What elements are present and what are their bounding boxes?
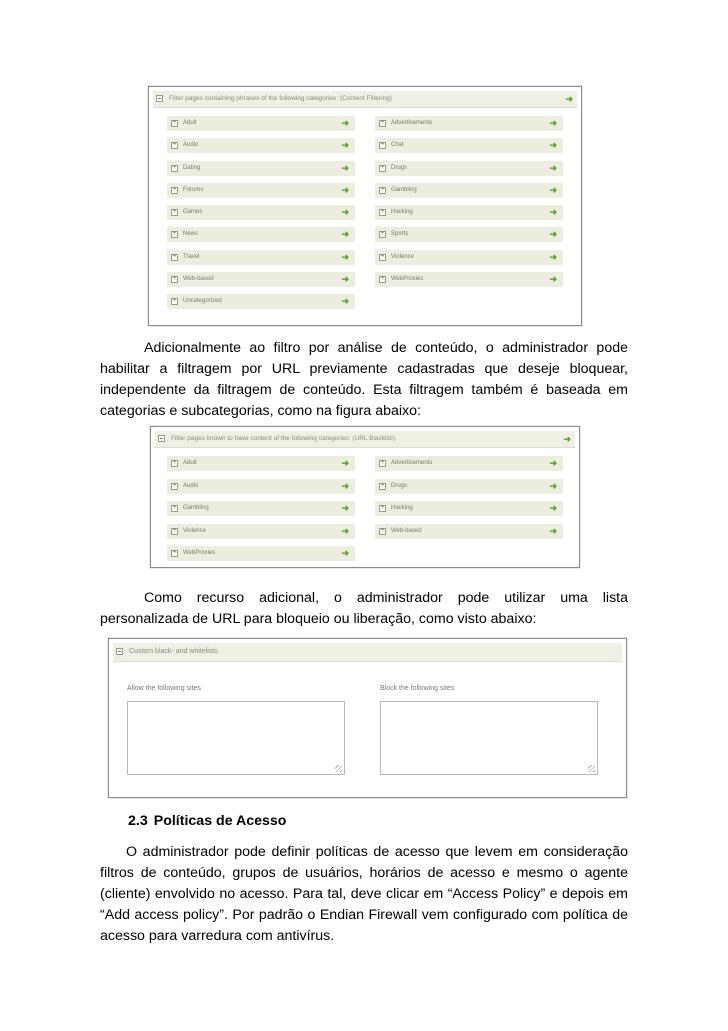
green-arrow-icon[interactable]: ➜	[549, 140, 557, 151]
plus-icon[interactable]: +	[380, 142, 385, 149]
plus-icon[interactable]: +	[380, 209, 385, 215]
plus-icon[interactable]: +	[380, 527, 385, 534]
category-item[interactable]	[375, 250, 563, 265]
section-number: 2.3	[128, 813, 148, 829]
green-arrow-icon[interactable]: ➜	[341, 548, 349, 558]
paragraph-access-policies: O administrador pode definir políticas de acesso que levem em consideração filtros de conteúdo, grupos de usuários, horários de acesso e mesmo o agente (cliente) envolvido no acesso. Para tal, deve clicar em “Access Policy” e depois em “Add access policy”. Por padrão o Endian Firewall vem configurado com política de acesso para varredura com antivírus.	[100, 844, 628, 944]
green-arrow-icon[interactable]: ➜	[341, 140, 349, 151]
section-heading	[128, 813, 286, 829]
paragraph-url-filter: Adicionalmente ao filtro por análise de conteúdo, o administrador pode habilitar a filtragem por URL previamente cadastradas que deseje bloquear, independente da filtragem de conteúdo. Esta filtragem também é baseada em categorias e subcategorias, como na figura abaixo:	[100, 340, 628, 419]
category-item[interactable]	[375, 227, 563, 242]
green-arrow-icon[interactable]: ➜	[549, 251, 557, 262]
category-label: Adult	[183, 460, 197, 466]
green-arrow-icon[interactable]: ➜	[549, 162, 557, 173]
category-label: Web-based	[391, 527, 422, 534]
category-label: Uncategorized	[183, 298, 222, 304]
category-label: Drugs	[391, 482, 408, 489]
category-item[interactable]	[375, 479, 563, 494]
plus-icon[interactable]: +	[172, 527, 177, 534]
green-arrow-icon[interactable]: ➜	[341, 503, 349, 513]
url-blacklist-title: Filter pages known to have content of the following categories: (URL Blacklist)	[171, 435, 396, 442]
plus-icon[interactable]: +	[380, 505, 385, 511]
category-label: Travel	[183, 253, 200, 260]
green-arrow-icon[interactable]: ➜	[563, 434, 571, 444]
allow-sites-label: Allow the following sites	[127, 685, 201, 692]
plus-icon[interactable]: +	[172, 142, 177, 149]
green-arrow-icon[interactable]: ➜	[549, 273, 557, 284]
category-label: News	[183, 231, 199, 238]
category-item[interactable]	[167, 250, 355, 265]
category-item[interactable]	[167, 456, 355, 471]
green-arrow-icon[interactable]: ➜	[565, 94, 573, 104]
block-sites-textarea[interactable]	[380, 701, 598, 775]
plus-icon[interactable]: +	[380, 482, 385, 489]
green-arrow-icon[interactable]: ➜	[341, 184, 349, 195]
category-item[interactable]	[167, 294, 355, 309]
category-item[interactable]	[167, 546, 355, 561]
green-arrow-icon[interactable]: ➜	[549, 503, 557, 513]
green-arrow-icon[interactable]: ➜	[549, 480, 557, 491]
green-arrow-icon[interactable]: ➜	[549, 184, 557, 195]
category-item[interactable]	[167, 205, 355, 220]
content-filter-panel	[148, 86, 582, 326]
category-item[interactable]	[375, 116, 563, 131]
green-arrow-icon[interactable]: ➜	[341, 162, 349, 173]
category-label: WebProxies	[183, 550, 216, 556]
plus-icon[interactable]: +	[172, 231, 177, 238]
category-label: Drugs	[391, 164, 408, 171]
url-blacklist-panel	[150, 426, 580, 568]
category-label: Audio	[183, 142, 199, 149]
collapse-icon[interactable]	[116, 648, 123, 655]
category-label: Forums	[183, 186, 204, 193]
green-arrow-icon[interactable]: ➜	[341, 207, 349, 217]
category-item[interactable]	[167, 524, 355, 539]
content-filter-header[interactable]	[153, 91, 577, 108]
plus-icon[interactable]: +	[172, 298, 177, 304]
category-item[interactable]	[375, 205, 563, 220]
plus-icon[interactable]: +	[172, 275, 177, 282]
plus-icon[interactable]: +	[380, 120, 385, 126]
block-sites-label: Block the following sites	[380, 685, 455, 692]
resize-grip-icon[interactable]	[588, 765, 595, 772]
category-label: Dating	[183, 164, 201, 171]
plus-icon[interactable]: +	[380, 186, 385, 193]
url-blacklist-header[interactable]	[155, 431, 575, 448]
plus-icon[interactable]: +	[380, 460, 385, 466]
category-item[interactable]	[167, 138, 355, 153]
category-label: Chat	[391, 142, 404, 149]
category-label: Advertisements	[391, 460, 433, 466]
category-item[interactable]	[375, 183, 563, 198]
category-label: Hacking	[391, 209, 413, 215]
green-arrow-icon[interactable]: ➜	[341, 118, 349, 128]
green-arrow-icon[interactable]: ➜	[341, 251, 349, 262]
category-item[interactable]	[375, 524, 563, 539]
custom-lists-header[interactable]	[113, 643, 622, 662]
custom-lists-title: Custom black- and whitelists	[129, 648, 218, 655]
plus-icon[interactable]: +	[380, 231, 385, 238]
category-item[interactable]	[375, 138, 563, 153]
plus-icon[interactable]: +	[380, 275, 385, 282]
green-arrow-icon[interactable]: ➜	[341, 458, 349, 468]
collapse-icon[interactable]	[158, 435, 165, 442]
green-arrow-icon[interactable]: ➜	[341, 296, 349, 306]
plus-icon[interactable]: +	[172, 550, 177, 556]
plus-icon[interactable]: +	[172, 482, 177, 489]
category-label: Gambling	[183, 505, 209, 511]
category-item[interactable]	[167, 183, 355, 198]
paragraph-custom-lists: Como recurso adicional, o administrador pode utilizar uma lista personalizada de URL para bloqueio ou liberação, como visto abaixo:	[100, 590, 628, 627]
plus-icon[interactable]: +	[172, 186, 177, 193]
plus-icon[interactable]: +	[172, 120, 177, 126]
allow-sites-textarea[interactable]	[127, 701, 345, 775]
green-arrow-icon[interactable]: ➜	[341, 525, 349, 536]
plus-icon[interactable]: +	[380, 164, 385, 171]
plus-icon[interactable]: +	[172, 164, 177, 171]
plus-icon[interactable]: +	[172, 505, 177, 511]
section-title: Políticas de Acesso	[153, 813, 287, 829]
category-item[interactable]	[167, 116, 355, 131]
green-arrow-icon[interactable]: ➜	[341, 480, 349, 491]
category-label: Audio	[183, 482, 199, 489]
custom-lists-panel	[108, 638, 627, 798]
category-label: Hacking	[391, 505, 413, 511]
green-arrow-icon[interactable]: ➜	[549, 118, 557, 128]
category-label: Advertisements	[391, 120, 433, 126]
category-item[interactable]	[167, 227, 355, 242]
category-label: Violence	[391, 253, 414, 260]
category-label: WebProxies	[391, 275, 424, 282]
category-item[interactable]	[375, 456, 563, 471]
plus-icon[interactable]: +	[380, 253, 385, 260]
category-label: Games	[183, 209, 203, 215]
green-arrow-icon[interactable]: ➜	[549, 229, 557, 240]
plus-icon[interactable]: +	[172, 209, 177, 215]
plus-icon[interactable]: +	[172, 460, 177, 466]
category-item[interactable]	[375, 161, 563, 176]
collapse-icon[interactable]	[156, 95, 163, 102]
plus-icon[interactable]: +	[172, 253, 177, 260]
category-label: Gambling	[391, 186, 417, 193]
green-arrow-icon[interactable]: ➜	[341, 273, 349, 284]
green-arrow-icon[interactable]: ➜	[549, 458, 557, 468]
content-filter-title: Filter pages containing phrases of the following categories: (Content Filtering)	[169, 95, 392, 102]
category-item[interactable]	[375, 272, 563, 287]
category-label: Violence	[183, 527, 206, 534]
category-item[interactable]	[167, 272, 355, 287]
green-arrow-icon[interactable]: ➜	[549, 207, 557, 217]
category-label: Sports	[391, 231, 409, 238]
category-item[interactable]	[167, 501, 355, 516]
category-label: Adult	[183, 120, 197, 126]
green-arrow-icon[interactable]: ➜	[341, 229, 349, 240]
resize-grip-icon[interactable]	[335, 765, 342, 772]
category-item[interactable]	[375, 501, 563, 516]
green-arrow-icon[interactable]: ➜	[549, 525, 557, 536]
category-label: Web-based	[183, 275, 214, 282]
category-item[interactable]	[167, 479, 355, 494]
category-item[interactable]	[167, 161, 355, 176]
